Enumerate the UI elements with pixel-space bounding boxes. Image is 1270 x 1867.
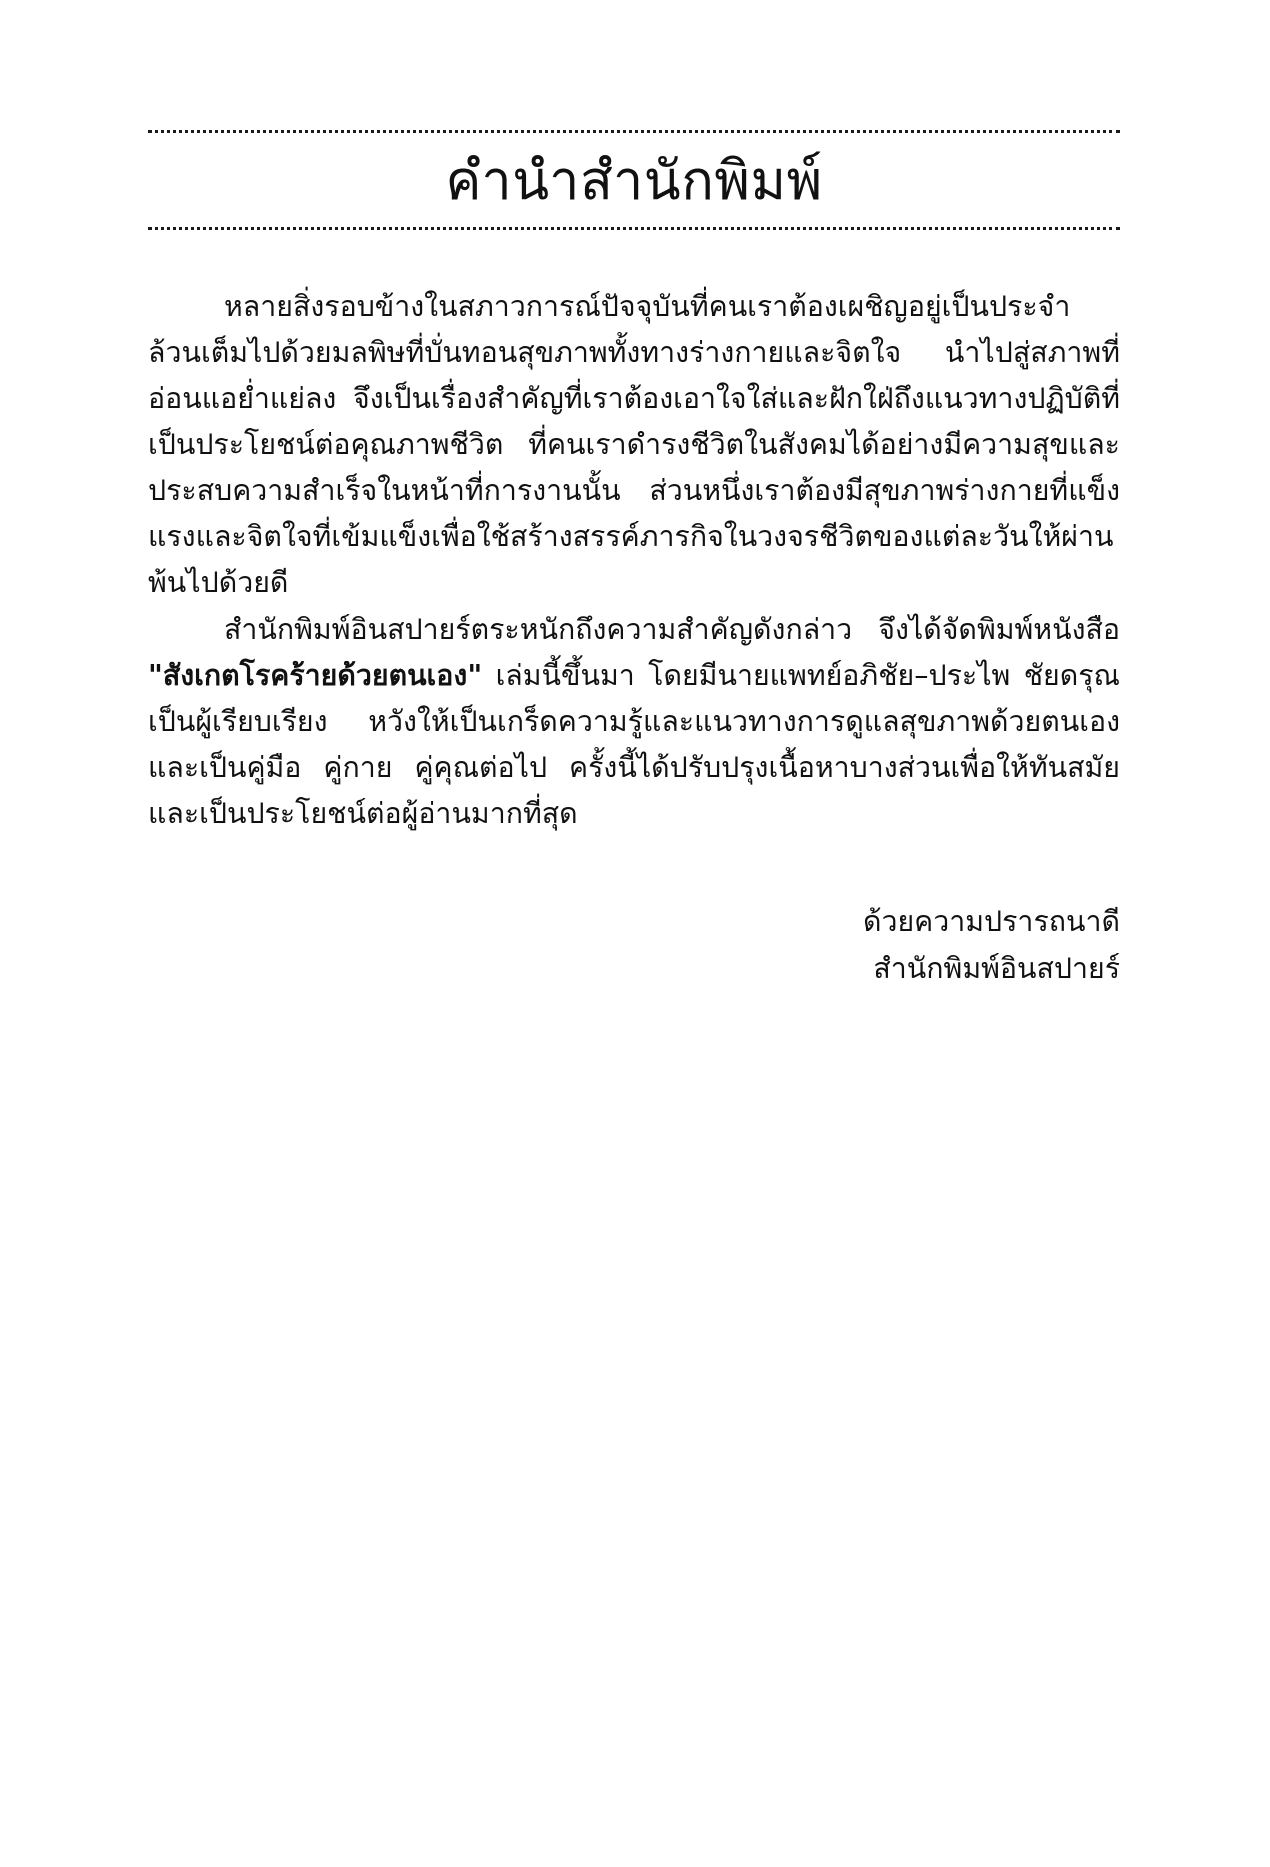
paragraph-1: หลายสิ่งรอบข้างในสภาวการณ์ปัจจุบันที่คนเราต้องเผชิญอยู่เป็นประจำ ล้วนเต็มไปด้วยมลพิษที่บั่นทอนสุขภาพทั้งทางร่างกายและจิตใจ นำไปสู่สภาพที่อ่อนแอย่ำแย่ลง จึงเป็นเรื่องสำคัญที่เราต้องเอาใจใส่และฝักใฝ่ถึงแนวทางปฏิบัติที่เป็นประโยชน์ต่อคุณภาพชีวิต ที่คนเราดำรงชีวิตในสังคมได้อย่างมีความสุขและประสบความสำเร็จในหน้าที่การงานนั้น ส่วนหนึ่งเราต้องมีสุขภาพร่างกายที่แข็งแรงและจิตใจที่เข้มแข็งเพื่อใช้สร้างสรรค์ภารกิจในวงจรชีวิตของแต่ละวันให้ผ่านพ้นไปด้วยดี — [148, 289, 1120, 600]
body-text — [148, 284, 1120, 838]
paragraph-2-after: เล่มนี้ขึ้นมา โดยมีนายแพทย์อภิชัย–ประไพ ชัยดรุณ เป็นผู้เรียบเรียง หวังให้เป็นเกร็ดความรู้และแนวทางการดูแลสุขภาพด้วยตนเองและเป็นคู่มือ คู่กาย คู่คุณต่อไป ครั้งนี้ได้ปรับปรุงเนื้อหาบางส่วนเพื่อให้ทันสมัยและเป็นประโยชน์ต่อผู้อ่านมากที่สุด — [148, 658, 1120, 831]
paragraph-2-before: สำนักพิมพ์อินสปายร์ตระหนักถึงความสำคัญดังกล่าว จึงได้จัดพิมพ์หนังสือ — [224, 612, 1120, 646]
signature-line-2: สำนักพิมพ์อินสปายร์ — [873, 951, 1120, 985]
page-content — [148, 130, 1120, 992]
signature-block — [148, 899, 1120, 991]
signature-line-1: ด้วยความปรารถนาดี — [862, 905, 1120, 939]
paragraph-2 — [148, 607, 1120, 838]
book-title: "สังเกตโรคร้ายด้วยตนเอง" — [148, 658, 483, 692]
page-title: คำนำสำนักพิมพ์ — [445, 149, 823, 212]
title-divider-bottom — [148, 227, 1120, 230]
page-title-block — [148, 133, 1120, 227]
